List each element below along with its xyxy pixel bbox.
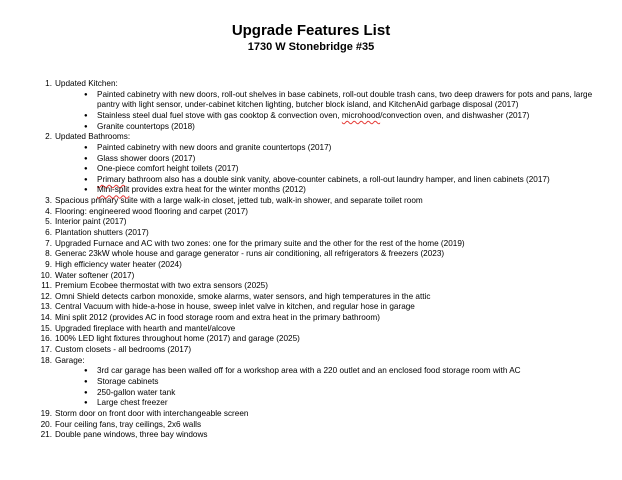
list-item-text: High efficiency water heater (2024) [55,259,182,269]
list-number: 5. [45,217,52,227]
list-item [0,345,622,356]
text-segment: bathroom also has a double sink vanity, above-counter cabinets, a roll-out laundry hamper, and linen cabinets (2017) [125,174,550,184]
list-item [0,271,622,282]
spellcheck-flagged-word[interactable]: microhood [341,110,381,120]
spellcheck-flagged-word[interactable]: Mini-split [97,185,130,195]
bullet-icon: ● [84,400,88,407]
upgrade-list [0,79,622,441]
list-item-text: Four ceiling fans, tray ceilings, 2x6 walls [55,419,202,429]
sub-list-item [0,111,622,122]
bullet-icon: ● [84,176,88,183]
bullet-icon: ● [84,123,88,130]
list-number: 19. [40,408,52,418]
list-number: 10. [40,270,52,280]
list-item-text: Garage: [55,355,85,365]
list-item [0,302,622,313]
sub-list-item [0,175,622,186]
list-item [0,207,622,218]
sub-list-item-text [97,175,550,186]
list-item-bathrooms [0,132,622,143]
list-number: 16. [40,334,52,344]
list-item-text: Mini split 2012 (provides AC in food storage room and extra heat in the primary bathroom) [55,313,380,323]
bullet-icon: ● [84,155,88,162]
list-number: 9. [45,259,52,269]
text-segment: /convection oven, and dishwasher (2017) [380,110,530,120]
sub-list-item [0,90,622,111]
bullet-icon: ● [84,112,88,119]
list-item-text: Plantation shutters (2017) [55,227,149,237]
spellcheck-flagged-word[interactable]: Primary [97,174,126,184]
page-subtitle: 1730 W Stonebridge #35 [247,41,375,53]
sub-list-item [0,143,622,154]
list-number: 13. [40,302,52,312]
list-item [0,292,622,303]
list-number: 12. [40,291,52,301]
list-item [0,196,622,207]
bullet-icon: ● [84,378,88,385]
sub-list-item-text: Painted cabinetry with new doors, roll-out shelves in base cabinets, roll-out double trash cans, two deep drawers for pots and pans, large pantry with light sensor, under-cabinet kitchen lighting, butcher block island, and KitchenAid garbage disposal (2017) [97,89,593,110]
sub-list-item-text: Glass shower doors (2017) [97,153,196,163]
list-item-text: Double pane windows, three bay windows [55,430,208,440]
list-item-text: Generac 23kW whole house and garage generator - runs air conditioning, all refrigerators & freezers (2023) [55,249,445,259]
list-item-text: Updated Kitchen: [55,79,118,88]
list-number: 2. [45,132,52,142]
list-item-garage [0,356,622,367]
list-number: 11. [41,281,52,291]
list-item-text: 100% LED light fixtures throughout home (2017) and garage (2025) [55,334,300,344]
sub-list-item [0,398,622,409]
sub-list-item-text: Large chest freezer [97,398,168,408]
sub-list-item-text: Storage cabinets [97,376,159,386]
sub-list-item-text [97,111,529,122]
sub-list-item-text: 3rd car garage has been walled off for a workshop area with a 220 outlet and an enclosed food storage room with AC [97,366,521,376]
list-number: 8. [45,249,52,259]
list-item-text: Upgraded Furnace and AC with two zones: one for the primary suite and the other for the rest of the home (2019) [55,238,465,248]
list-number: 18. [40,355,52,365]
bullet-icon: ● [84,368,88,375]
list-number: 6. [45,227,52,237]
sub-list-item [0,388,622,399]
list-item [0,239,622,250]
list-item [0,281,622,292]
bullet-icon: ● [84,389,88,396]
list-item-kitchen [0,79,622,90]
list-number: 3. [45,196,52,206]
bullet-icon: ● [84,187,88,194]
bullet-icon: ● [84,91,88,98]
sub-list-item [0,154,622,165]
list-number: 20. [40,419,52,429]
list-item [0,313,622,324]
list-item [0,249,622,260]
sub-list-item-text: Painted cabinetry with new doors and granite countertops (2017) [97,142,332,152]
text-segment: Stainless steel dual fuel stove with gas cooktop & convection oven, [97,110,342,120]
list-item [0,420,622,431]
list-item-text: Storm door on front door with interchangeable screen [55,408,249,418]
list-item-text: Updated Bathrooms: [55,132,131,142]
sub-list-item-text [97,185,306,196]
list-number: 15. [40,323,52,333]
list-item-text: Central Vacuum with hide-a-hose in house, sweep inlet valve in kitchen, and regular hose in garage [55,302,415,312]
list-item-text: Premium Ecobee thermostat with two extra sensors (2025) [55,281,268,291]
list-item [0,409,622,420]
list-item [0,334,622,345]
list-item-text: Custom closets - all bedrooms (2017) [55,345,192,355]
sub-list-item [0,122,622,133]
sub-list-item [0,164,622,175]
list-number: 7. [45,238,52,248]
sub-list-item [0,377,622,388]
list-number: 1. [45,79,52,88]
list-item-text: Upgraded fireplace with hearth and mantel/alcove [55,323,236,333]
list-item [0,228,622,239]
list-item [0,324,622,335]
sub-list-item [0,185,622,196]
text-segment: provides extra heat for the winter months (2012) [129,185,306,195]
list-item [0,260,622,271]
list-item-text: Omni Shield detects carbon monoxide, smoke alarms, water sensors, and high temperatures in the attic [55,291,431,301]
bullet-icon: ● [84,144,88,151]
list-item-text: Interior paint (2017) [55,217,127,227]
list-item-text: Spacious primary suite with a large walk-in closet, jetted tub, walk-in shower, and separate toilet room [55,196,423,206]
list-item [0,217,622,228]
list-number: 4. [45,206,52,216]
bullet-icon: ● [84,166,88,173]
page-title: Upgrade Features List [231,22,391,39]
sub-list-item-text: Granite countertops (2018) [97,121,195,131]
list-number: 21. [40,430,52,440]
list-item-text: Water softener (2017) [55,270,135,280]
list-number: 14. [40,313,52,323]
sub-list-item-text: One-piece comfort height toilets (2017) [97,164,239,174]
list-item-text: Flooring: engineered wood flooring and carpet (2017) [55,206,248,216]
list-item [0,430,622,441]
sub-list-item [0,366,622,377]
sub-list-item-text: 250-gallon water tank [97,387,176,397]
list-number: 17. [40,345,52,355]
